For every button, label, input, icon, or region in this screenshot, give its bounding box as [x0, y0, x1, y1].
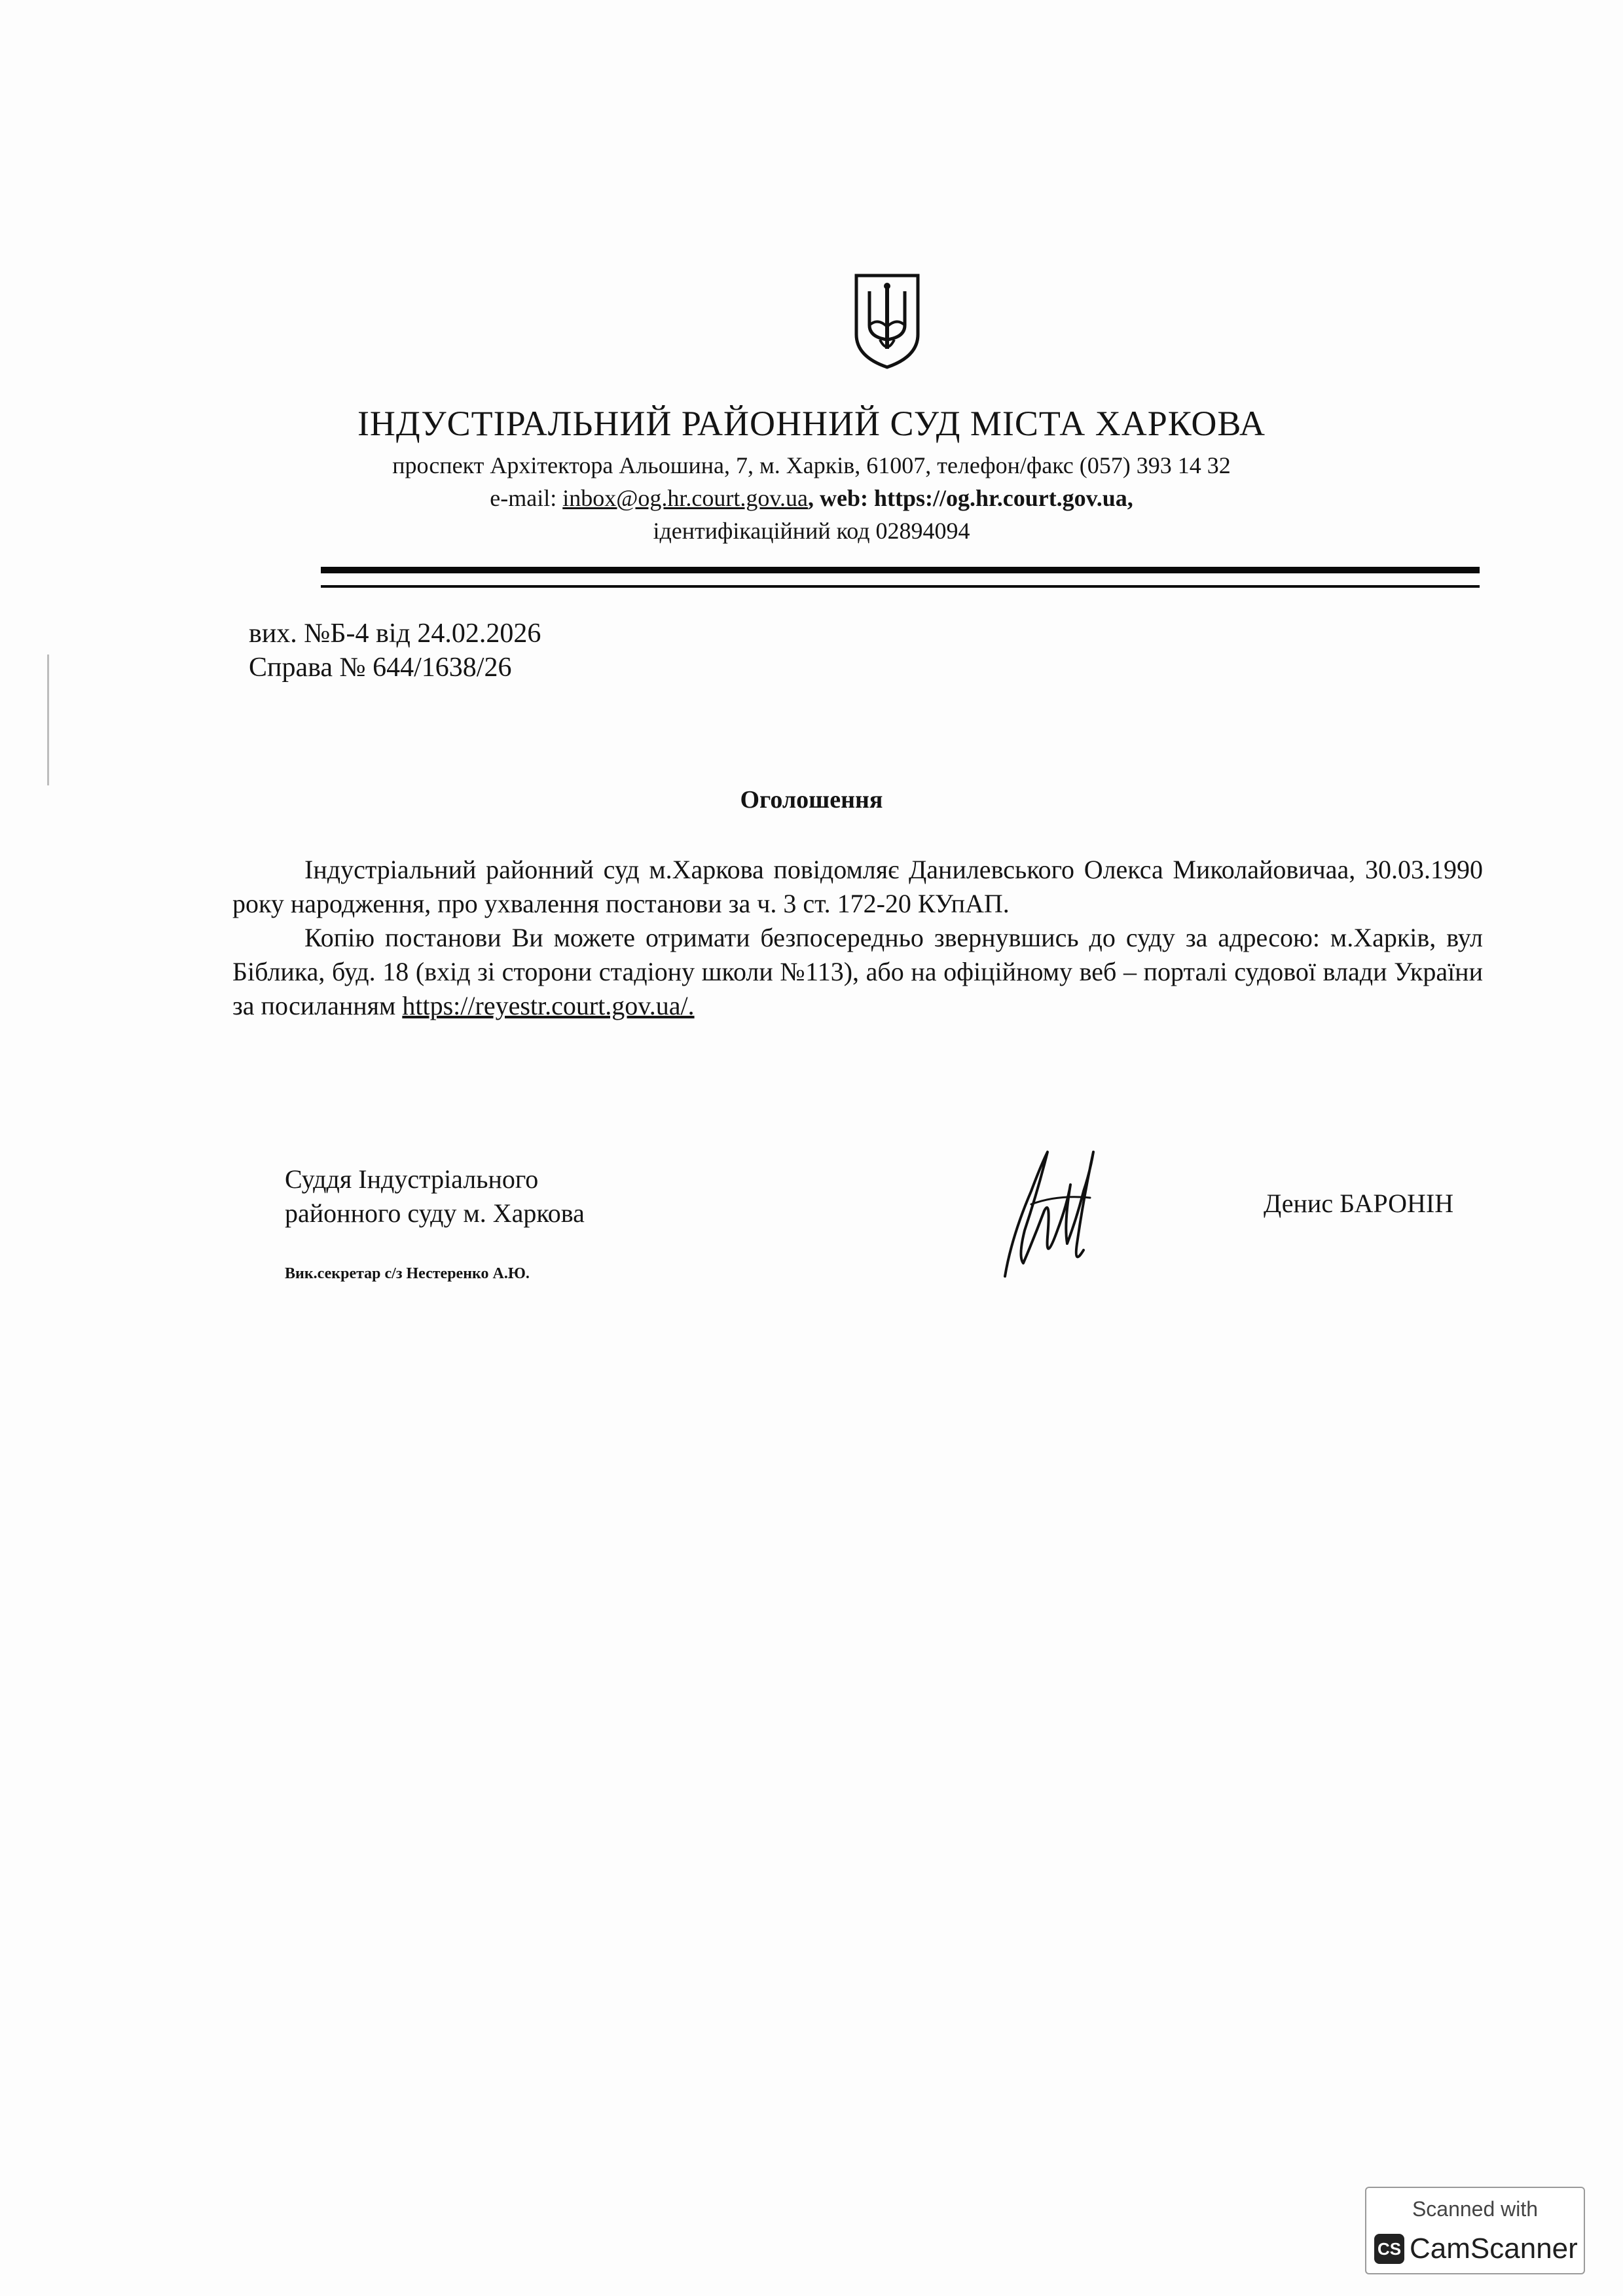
registry-link[interactable]: https://reyestr.court.gov.ua/.	[402, 991, 695, 1020]
outgoing-number: вих. №Б-4 від 24.02.2026	[249, 619, 541, 649]
letterhead-divider-thick	[321, 567, 1480, 573]
notice-paragraph-1: Індустріальний районний суд м.Харкова повідомляє Данилевського Олекса Миколайовичаа, 30.03.1990 року народження, про ухвалення постанови за ч. 3 ст. 172-20 КУпАП.	[232, 855, 1483, 918]
web-link[interactable]: https://og.hr.court.gov.ua,	[874, 485, 1133, 511]
case-number: Справа № 644/1638/26	[249, 653, 512, 683]
badge-app-name: CamScanner	[1410, 2233, 1578, 2265]
scan-margin-mark	[47, 655, 49, 785]
handwritten-signature	[985, 1132, 1116, 1283]
notice-paragraph-2	[232, 921, 1483, 1023]
email-link[interactable]: inbox@og.hr.court.gov.ua	[562, 485, 808, 511]
coat-of-arms-trident-icon	[851, 272, 923, 370]
camscanner-badge	[1365, 2187, 1585, 2274]
court-id-code: ідентифікаційний код 02894094	[653, 518, 970, 544]
secretary-note: Вик.секретар с/з Нестеренко А.Ю.	[285, 1265, 530, 1282]
judge-name: Денис БАРОНІН	[1264, 1189, 1454, 1218]
badge-caption: Scanned with	[1412, 2197, 1539, 2221]
notice-title: Оголошення	[740, 786, 883, 814]
web-label: , web:	[808, 485, 868, 511]
notice-paragraph-2-text: Копію постанови Ви можете отримати безпосередньо звернувшись до суду за адресою: м.Харків, вул Біблика, буд. 18 (вхід зі сторони стадіону школи №113), або на офіційному веб – порталі судової влади України за посиланням	[232, 923, 1483, 1020]
judge-title-line-2: районного суду м. Харкова	[285, 1198, 585, 1228]
letterhead-divider-thin	[321, 585, 1480, 588]
email-label: e-mail:	[490, 485, 557, 511]
court-contacts	[0, 484, 1623, 512]
court-name: ІНДУСТІРАЛЬНИЙ РАЙОННИЙ СУД МІСТА ХАРКОВА	[357, 404, 1266, 443]
camscanner-logo-icon: CS	[1374, 2234, 1404, 2264]
judge-title-line-1: Суддя Індустріального	[285, 1164, 539, 1194]
court-address: проспект Архітектора Альошина, 7, м. Харків, 61007, телефон/факс (057) 393 14 32	[392, 452, 1231, 478]
